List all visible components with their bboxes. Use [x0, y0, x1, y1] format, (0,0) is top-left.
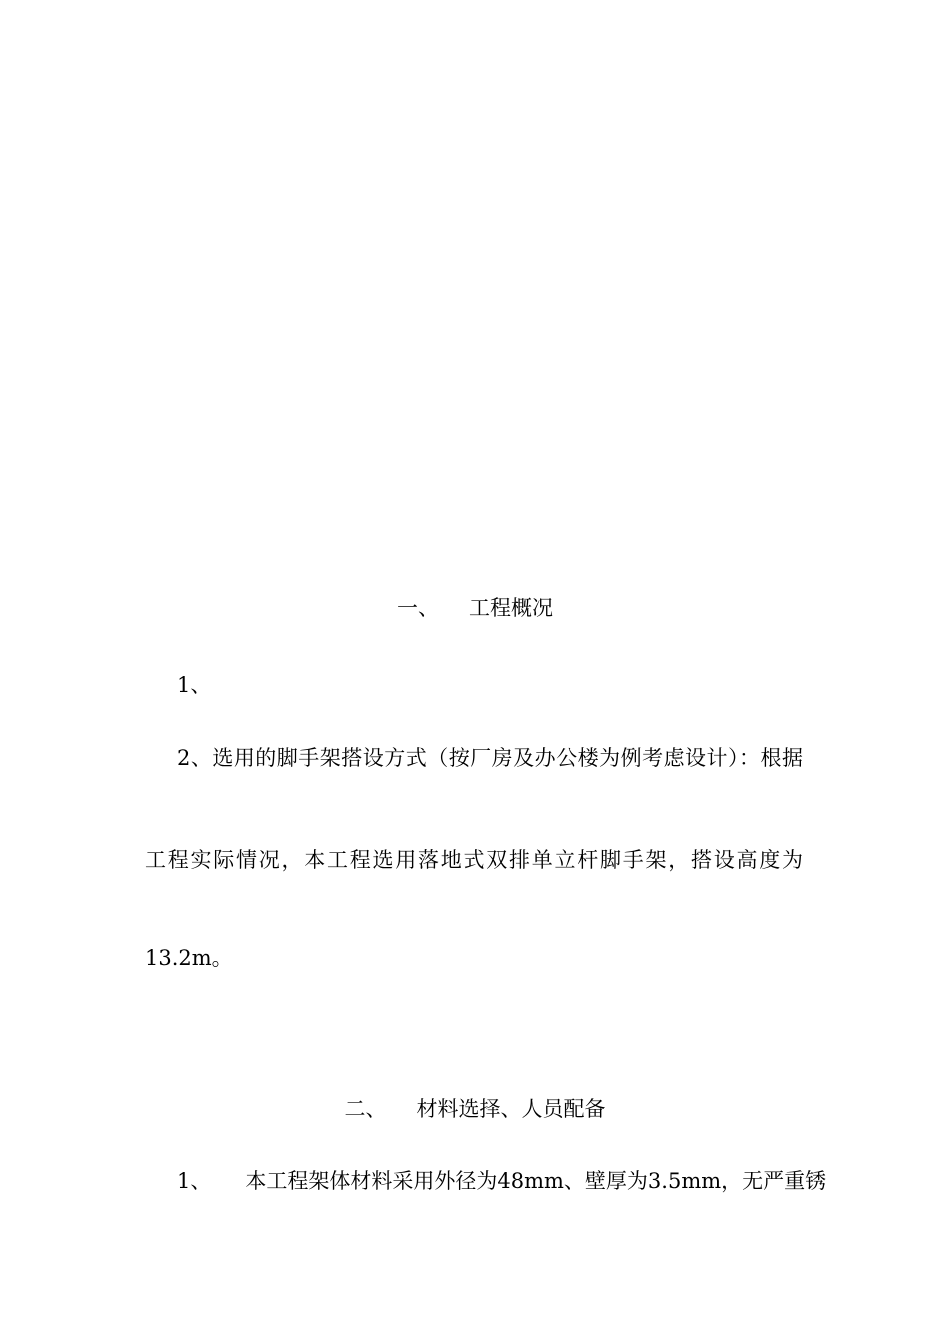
- item-text: 本工程架体材料采用外径为48mm、壁厚为3.5mm，无严重锈: [245, 1169, 827, 1193]
- paragraph-item-1: [177, 671, 211, 699]
- item-number: 1、: [177, 1169, 212, 1193]
- paragraph-line: 2、选用的脚手架搭设方式（按厂房及办公楼为例考虑设计）：根据: [177, 746, 803, 770]
- item-number: 1、: [177, 673, 212, 697]
- paragraph-line: 13.2m。: [145, 946, 233, 970]
- section-title: 工程概况: [469, 596, 553, 620]
- section-number: 一、: [397, 596, 439, 620]
- section-title: 材料选择、人员配备: [416, 1097, 606, 1121]
- paragraph-item-2: [177, 1167, 826, 1195]
- section-heading-1: [0, 594, 950, 622]
- section-number: 二、: [344, 1097, 387, 1121]
- section-heading-2: [0, 1095, 950, 1123]
- paragraph-line: 工程实际情况，本工程选用落地式双排单立杆脚手架，搭设高度为: [145, 848, 803, 872]
